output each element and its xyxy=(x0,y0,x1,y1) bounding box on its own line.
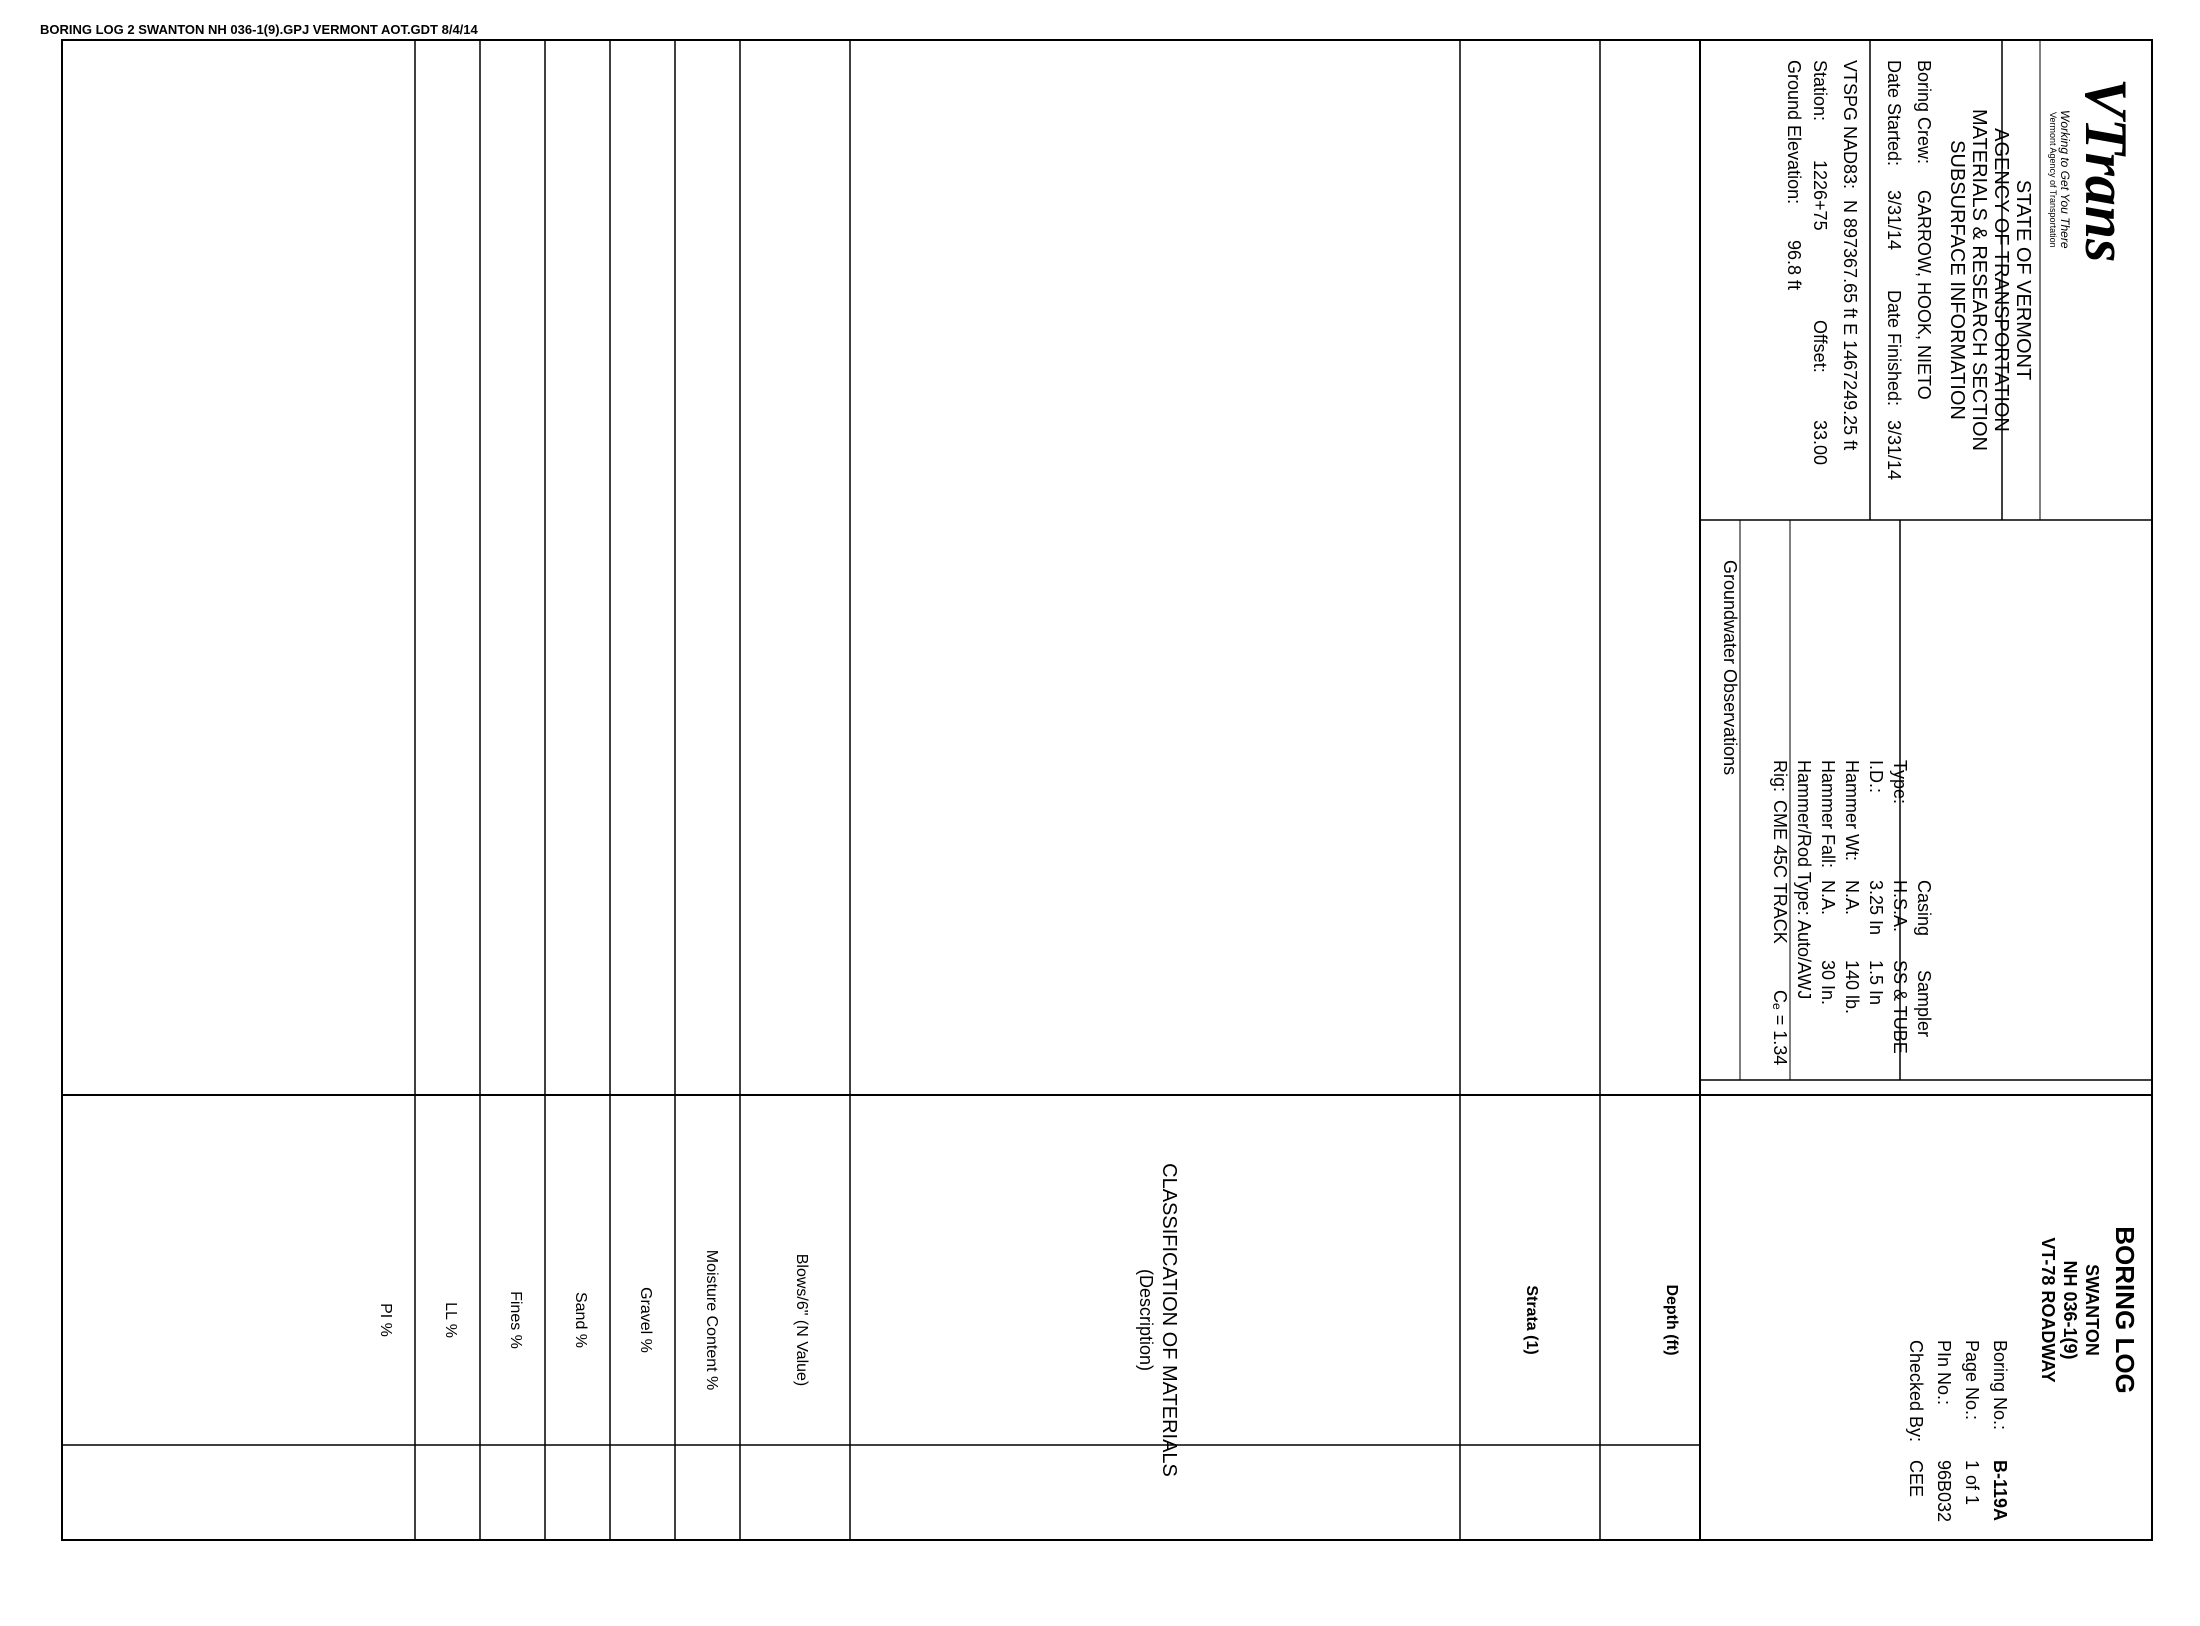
rig: CME 45C TRACK xyxy=(1770,800,1790,944)
casing-wt: N.A. xyxy=(1842,880,1862,916)
sampler-fall: 30 In. xyxy=(1818,960,1838,1006)
col-gravel: Gravel % xyxy=(637,1287,654,1353)
col-pi: PI % xyxy=(377,1303,394,1337)
col-moisture: Moisture Content % xyxy=(703,1249,720,1391)
id-label: I.D.: xyxy=(1866,760,1886,794)
col-classification: CLASSIFICATION OF MATERIALS xyxy=(1158,1163,1180,1477)
sampler-header: Sampler xyxy=(1914,970,1934,1038)
station: 1226+75 xyxy=(1810,160,1830,231)
page-no-label: Page No.: xyxy=(1962,1340,1982,1421)
type-label: Type: xyxy=(1890,760,1910,805)
offset: 33.00 xyxy=(1810,420,1830,466)
col-ll: LL % xyxy=(442,1302,459,1338)
elevation-label: Ground Elevation: xyxy=(1784,60,1804,205)
agency-line2: AGENCY OF TRANSPORTATION xyxy=(1990,128,2012,432)
col-fines: Fines % xyxy=(507,1291,524,1349)
date-finished: 3/31/14 xyxy=(1884,420,1904,481)
boring-crew: GARROW, HOOK, NIETO xyxy=(1914,190,1934,400)
ce-value: Cₑ = 1.34 xyxy=(1770,990,1790,1066)
checked-by: CEE xyxy=(1906,1460,1926,1498)
casing-id: 3.25 In xyxy=(1866,880,1886,936)
checked-by-label: Checked By: xyxy=(1906,1340,1926,1443)
col-sand: Sand % xyxy=(572,1291,589,1349)
logo-tagline: Working to Get You There xyxy=(2058,110,2072,249)
date-started-label: Date Started: xyxy=(1884,60,1904,167)
town: SWANTON xyxy=(2082,1264,2102,1356)
sampler-wt: 140 lb. xyxy=(1842,960,1862,1015)
hammer-fall-label: Hammer Fall: xyxy=(1818,760,1838,869)
col-classification-sub: (Description) xyxy=(1136,1268,1156,1372)
logo-sub: Vermont Agency of Transportation xyxy=(2048,112,2058,248)
boring-no: B-119A xyxy=(1990,1460,2010,1522)
file-header: BORING LOG 2 SWANTON NH 036-1(9).GPJ VERMONT AOT.GDT 8/4/14 xyxy=(40,22,478,37)
date-finished-label: Date Finished: xyxy=(1884,290,1904,407)
log-title: BORING LOG xyxy=(2110,1226,2140,1394)
rod-type: Auto/AWJ xyxy=(1794,920,1814,1000)
vtrans-logo: VTrans xyxy=(2073,78,2139,263)
station-label: Station: xyxy=(1810,60,1830,122)
elevation: 96.8 ft xyxy=(1784,240,1804,291)
vtspg-coords: N 897367.65 ft E 1467249.25 ft xyxy=(1840,200,1860,451)
hammer-wt-label: Hammer Wt: xyxy=(1842,760,1862,861)
agency-line1: STATE OF VERMONT xyxy=(2012,179,2034,381)
location: VT-78 ROADWAY xyxy=(2038,1237,2058,1383)
date-started: 3/31/14 xyxy=(1884,190,1904,251)
agency-line3: MATERIALS & RESEARCH SECTION xyxy=(1968,109,1990,451)
col-strata: Strata (1) xyxy=(1523,1285,1540,1355)
rig-label: Rig: xyxy=(1770,760,1790,793)
casing-fall: N.A. xyxy=(1818,880,1838,916)
casing-type: H.S.A. xyxy=(1890,880,1910,933)
boring-no-label: Boring No.: xyxy=(1990,1340,2010,1431)
page-no: 1 of 1 xyxy=(1962,1460,1982,1506)
agency-line4: SUBSURFACE INFORMATION xyxy=(1946,140,1968,420)
vtspg-label: VTSPG NAD83: xyxy=(1840,60,1860,190)
col-blows: Blows/6" (N Value) xyxy=(793,1253,810,1387)
boring-crew-label: Boring Crew: xyxy=(1914,60,1934,165)
sampler-id: 1.5 In xyxy=(1866,960,1886,1006)
pin-no: 96B032 xyxy=(1934,1460,1954,1523)
rotated-log-page xyxy=(40,0,2160,1580)
rod-type-label: Hammer/Rod Type: xyxy=(1794,760,1814,916)
pin-no-label: PIn No.: xyxy=(1934,1340,1954,1406)
project: NH 036-1(9) xyxy=(2060,1260,2080,1360)
groundwater-title: Groundwater Observations xyxy=(1720,560,1740,776)
sampler-type: SS & TUBE xyxy=(1890,960,1910,1054)
casing-header: Casing xyxy=(1914,880,1934,937)
col-depth: Depth (ft) xyxy=(1663,1284,1680,1356)
offset-label: Offset: xyxy=(1810,320,1830,373)
